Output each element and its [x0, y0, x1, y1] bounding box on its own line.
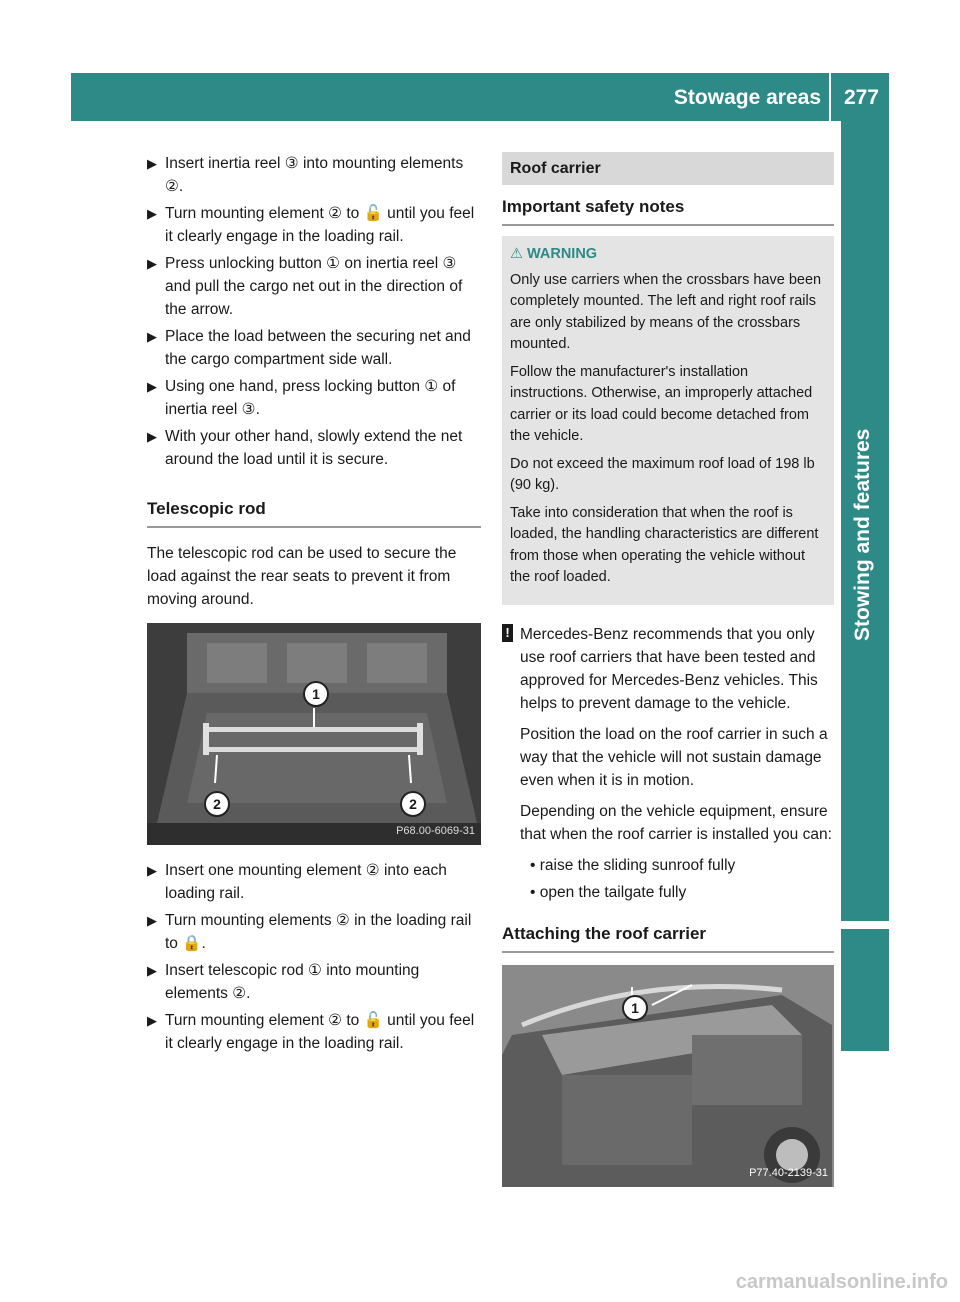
warning-paragraph: Follow the manufacturer's installation instructions. Otherwise, an improperly attached carrier or its load could become detached from the vehicle.: [510, 363, 813, 444]
step-item: ▶ Turn mounting element ② to 🔓 until you feel it clearly engage in the loading rail.: [147, 202, 481, 248]
cargo-compartment-photo: [147, 623, 481, 845]
callout-2-left: 2: [204, 791, 230, 817]
photo-caption: P68.00-6069-31: [396, 825, 475, 837]
cargo-illustration: [147, 623, 481, 845]
section-title-roof-carrier: Roof carrier: [502, 152, 834, 185]
page-header: [71, 73, 889, 121]
left-column: [147, 152, 481, 1059]
subheading-telescopic-rod: Telescopic rod: [147, 497, 481, 528]
vehicle-illustration: [502, 965, 834, 1187]
arrow-icon: ▶: [147, 379, 157, 394]
side-tab-gap: [841, 921, 889, 929]
step-item: ▶ Turn mounting element ② to 🔓 until you feel it clearly engage in the loading rail.: [147, 1009, 481, 1055]
warning-paragraph: Take into consideration that when the roof is loaded, the handling characteristics are different from those when operating the vehicle without the roof loaded.: [510, 504, 819, 585]
watermark: carmanualsonline.info: [735, 1271, 948, 1293]
arrow-icon: ▶: [147, 863, 157, 878]
warning-triangle-icon: ⚠: [510, 246, 523, 262]
arrow-icon: ▶: [147, 256, 157, 271]
arrow-icon: ▶: [147, 429, 157, 444]
step-item: ▶ Insert inertia reel ③ into mounting elements ②.: [147, 152, 481, 198]
arrow-icon: ▶: [147, 963, 157, 978]
bullet-item: • raise the sliding sunroof fully: [530, 856, 736, 874]
arrow-icon: ▶: [147, 1013, 157, 1028]
note-paragraph: Depending on the vehicle equipment, ensure that when the roof carrier is installed you can:: [520, 802, 832, 843]
arrow-icon: ▶: [147, 913, 157, 928]
vehicle-roof-carrier-photo: [502, 965, 834, 1187]
arrow-icon: ▶: [147, 206, 157, 221]
subheading-attaching-roof-carrier: Attaching the roof carrier: [502, 922, 834, 953]
callout-1: 1: [622, 995, 648, 1021]
right-column: [502, 152, 834, 1187]
arrow-icon: ▶: [147, 329, 157, 344]
callout-2-right: 2: [400, 791, 426, 817]
step-item: ▶ Turn mounting elements ② in the loading rail to 🔒.: [147, 909, 481, 955]
step-item: ▶ Place the load between the securing net and the cargo compartment side wall.: [147, 325, 481, 371]
warning-box: [502, 236, 834, 605]
photo-caption: P77.40-2139-31: [749, 1166, 828, 1179]
note-paragraph: Mercedes-Benz recommends that you only use roof carriers that have been tested and approved for Mercedes-Benz vehicles. This helps to prevent damage to the vehicle.: [520, 625, 818, 712]
subheading-safety-notes: Important safety notes: [502, 195, 834, 226]
header-title: Stowage areas: [673, 86, 821, 109]
bullet-item: • open the tailgate fully: [530, 883, 687, 901]
step-item: ▶ Insert one mounting element ② into each loading rail.: [147, 859, 481, 905]
step-item: ▶ With your other hand, slowly extend the net around the load until it is secure.: [147, 425, 481, 471]
warning-paragraph: Do not exceed the maximum roof load of 198 lb (90 kg).: [510, 455, 815, 493]
note-block: [502, 623, 834, 904]
note-paragraph: Position the load on the roof carrier in such a way that the vehicle will not sustain damage even when it is in motion.: [520, 725, 828, 789]
chapter-label: Stowing and features: [851, 428, 874, 641]
intro-paragraph: The telescopic rod can be used to secure the load against the rear seats to prevent it from moving around.: [147, 545, 457, 608]
step-item: ▶ Using one hand, press locking button ① of inertia reel ③.: [147, 375, 481, 421]
warning-paragraph: Only use carriers when the crossbars have been completely mounted. The left and right roof rails are only stabilized by means of the crossbars mounted.: [510, 271, 822, 352]
chapter-side-tab: [841, 121, 889, 1051]
step-item: ▶ Insert telescopic rod ① into mounting elements ②.: [147, 959, 481, 1005]
callout-1: 1: [303, 681, 329, 707]
step-item: ▶ Press unlocking button ① on inertia reel ③ and pull the cargo net out in the direction of the arrow.: [147, 252, 481, 321]
page-number: 277: [843, 86, 879, 109]
exclamation-icon: !: [502, 624, 513, 642]
arrow-icon: ▶: [147, 156, 157, 171]
warning-header: ⚠ WARNING: [510, 246, 598, 262]
header-separator: [829, 73, 831, 121]
